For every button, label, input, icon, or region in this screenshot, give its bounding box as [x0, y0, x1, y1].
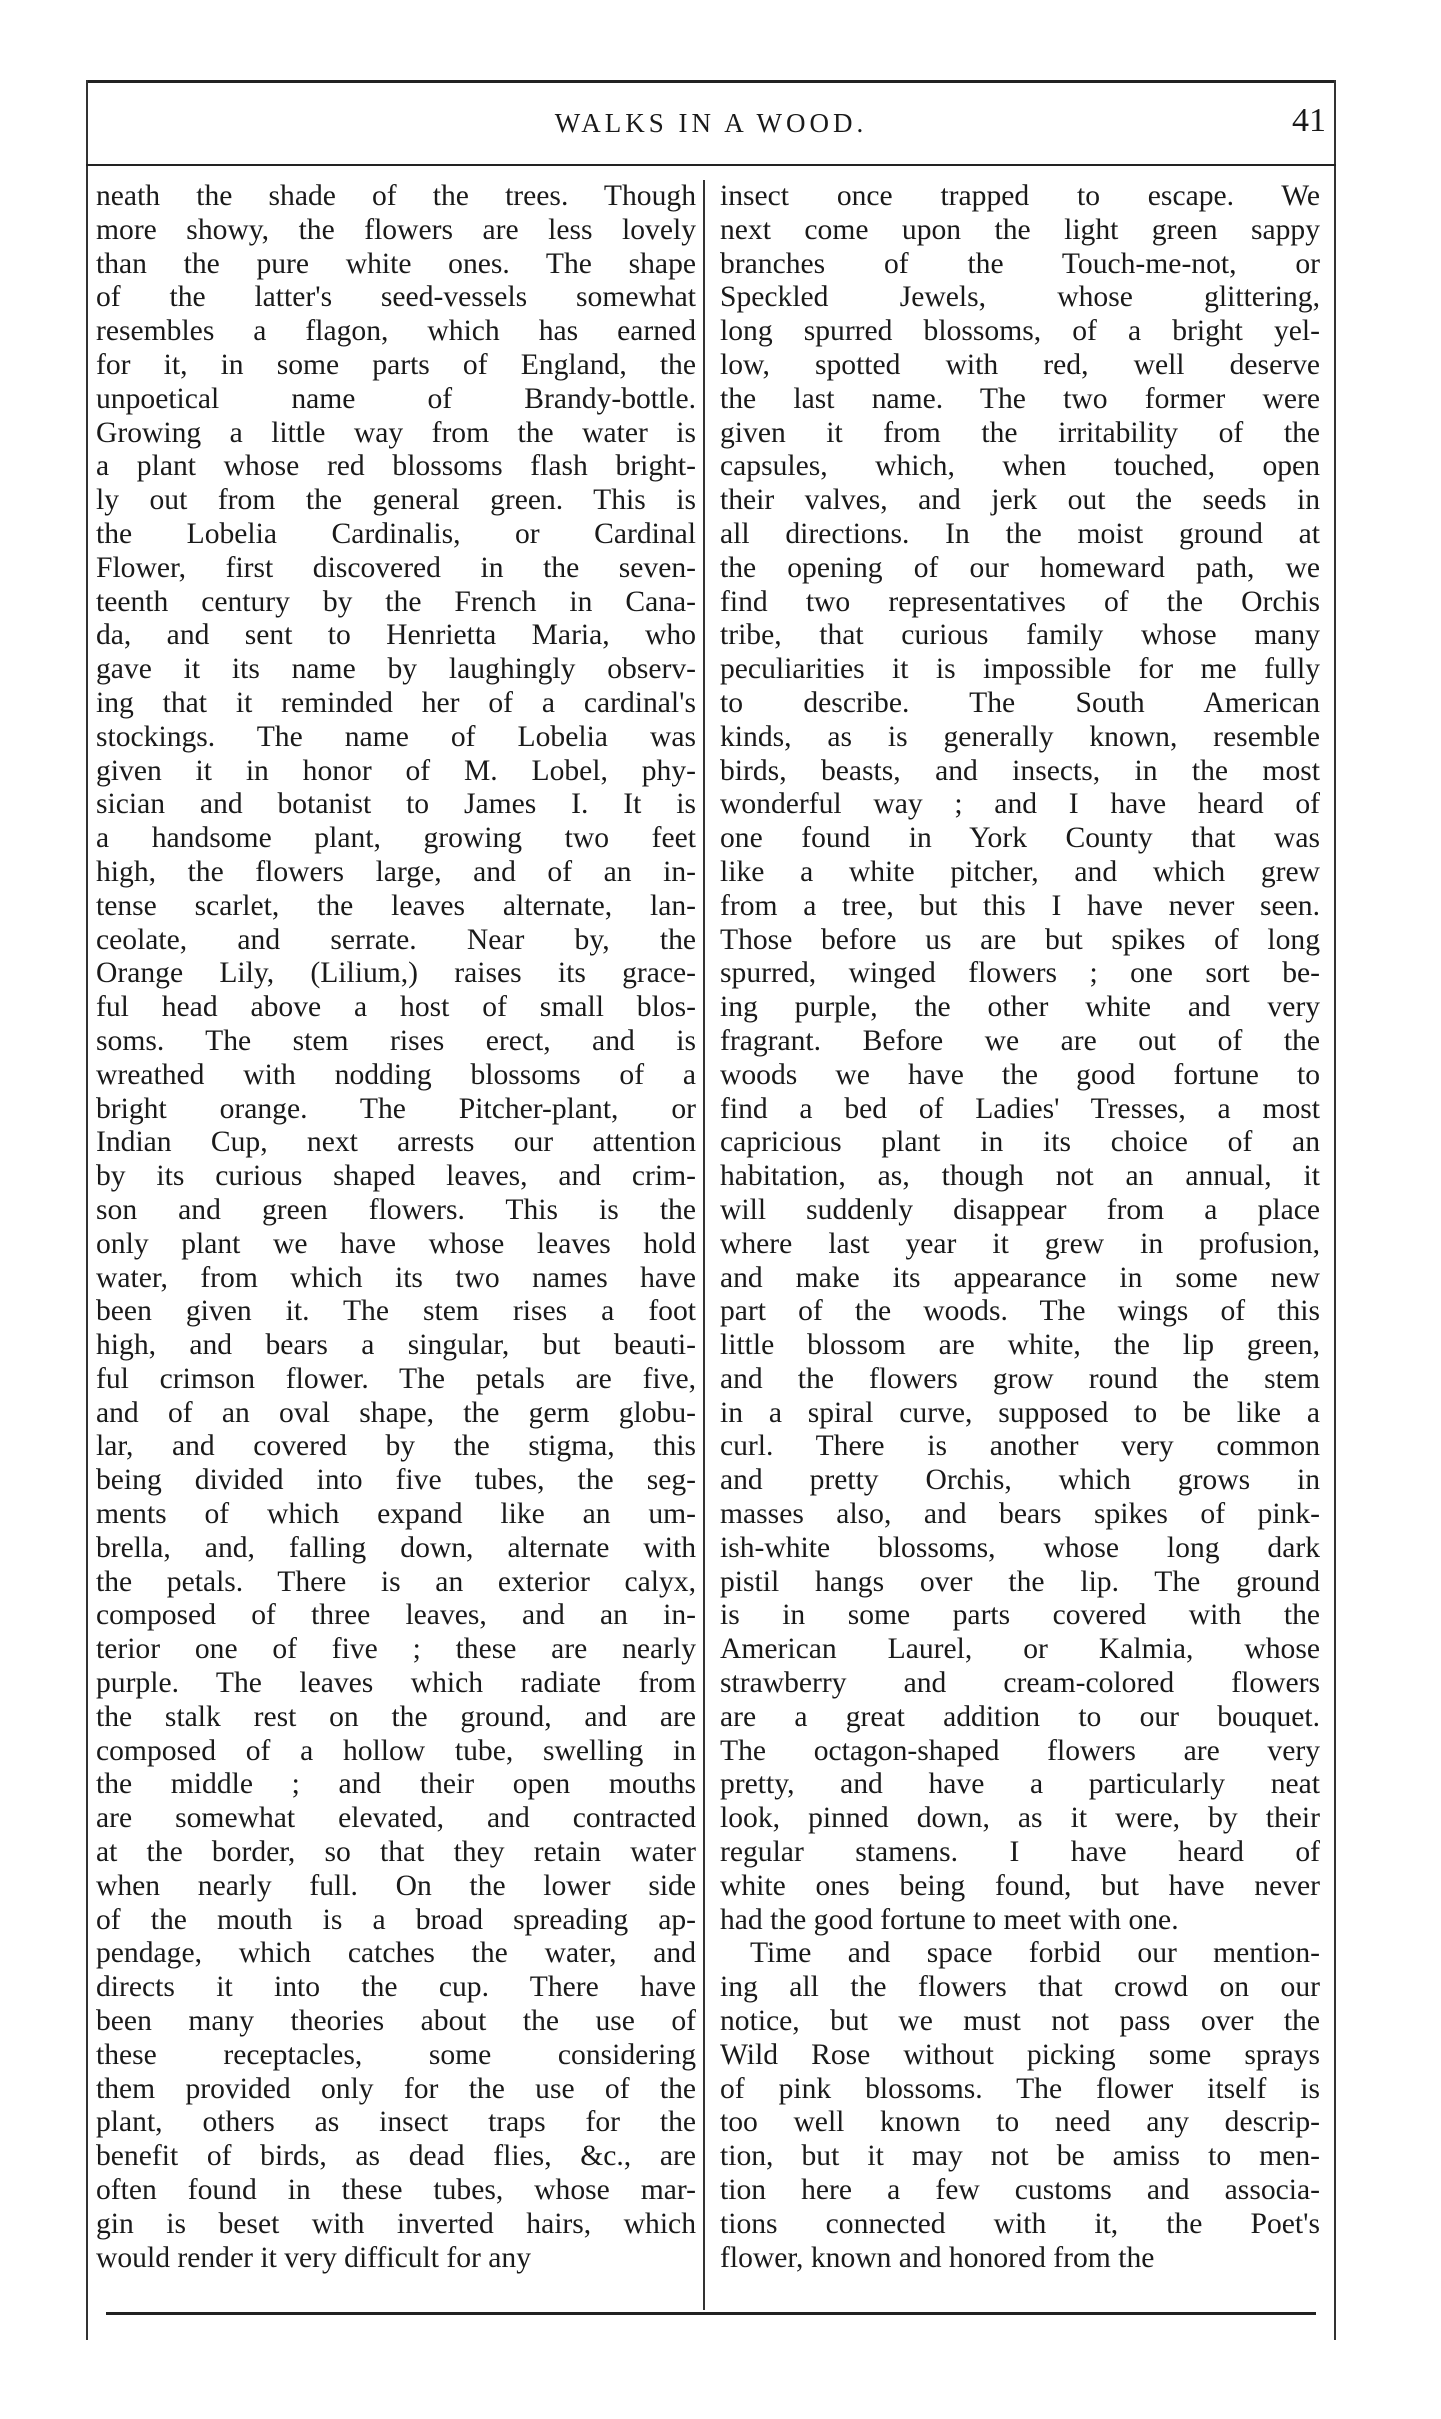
text-line: the opening of our homeward path, we — [720, 551, 1320, 584]
text-line: tense scarlet, the leaves alternate, lan- — [96, 889, 696, 922]
text-line: one found in York County that was — [720, 822, 1320, 855]
text-line: American Laurel, or Kalmia, whose — [720, 1633, 1320, 1666]
text-line: part of the woods. The wings of this — [720, 1295, 1320, 1328]
text-line: are somewhat elevated, and contracted — [96, 1802, 696, 1835]
text-line: gave it its name by laughingly observ- — [96, 653, 696, 686]
text-line: next come upon the light green sappy — [720, 213, 1320, 246]
text-line: been given it. The stem rises a foot — [96, 1295, 696, 1328]
text-line: Indian Cup, next arrests our attention — [96, 1126, 696, 1159]
text-line: of the mouth is a broad spreading ap- — [96, 1903, 696, 1936]
text-line: Those before us are but spikes of long — [720, 923, 1320, 956]
text-line: da, and sent to Henrietta Maria, who — [96, 619, 696, 652]
text-line: given it from the irritability of the — [720, 416, 1320, 449]
text-line: strawberry and cream-colored flowers — [720, 1667, 1320, 1700]
text-line: flower, known and honored from the — [720, 2241, 1155, 2274]
text-line: wonderful way ; and I have heard of — [720, 788, 1320, 821]
text-line: and pretty Orchis, which grows in — [720, 1464, 1320, 1497]
text-line: white ones being found, but have never — [720, 1869, 1320, 1902]
text-line: find a bed of Ladies' Tresses, a most — [720, 1092, 1320, 1125]
text-line: woods we have the good fortune to — [720, 1058, 1320, 1091]
text-line: look, pinned down, as it were, by their — [720, 1802, 1320, 1835]
text-line: lar, and covered by the stigma, this — [96, 1430, 696, 1463]
text-line: too well known to need any descrip- — [720, 2106, 1320, 2139]
text-line: The octagon-shaped flowers are very — [720, 1734, 1320, 1767]
text-line: the middle ; and their open mouths — [96, 1768, 696, 1801]
text-line: unpoetical name of Brandy-bottle. — [96, 382, 696, 415]
text-line: them provided only for the use of the — [96, 2072, 696, 2105]
text-line: pendage, which catches the water, and — [96, 1937, 696, 1970]
text-line: composed of a hollow tube, swelling in — [96, 1734, 696, 1767]
text-line: more showy, the flowers are less lovely — [96, 213, 696, 246]
text-line: regular stamens. I have heard of — [720, 1836, 1320, 1869]
text-line: and of an oval shape, the germ globu- — [96, 1396, 696, 1429]
text-line: of the latter's seed-vessels somewhat — [96, 281, 696, 314]
text-line: for it, in some parts of England, the — [96, 348, 696, 381]
text-line: ing all the flowers that crowd on our — [720, 1971, 1320, 2004]
text-line: ing purple, the other white and very — [720, 991, 1320, 1024]
text-line: ceolate, and serrate. Near by, the — [96, 923, 696, 956]
text-line: tribe, that curious family whose many — [720, 619, 1320, 652]
text-line: ments of which expand like an um- — [96, 1498, 696, 1531]
text-line: ful crimson flower. The petals are five, — [96, 1362, 696, 1395]
text-line: given it in honor of M. Lobel, phy- — [96, 754, 696, 787]
text-line: Growing a little way from the water is — [96, 416, 696, 449]
text-line: had the good fortune to meet with one. — [720, 1903, 1179, 1936]
text-line: neath the shade of the trees. Though — [96, 180, 696, 212]
text-line: water, from which its two names have — [96, 1261, 696, 1294]
bottom-rule — [106, 2312, 1316, 2315]
text-line: ing that it reminded her of a cardinal's — [96, 686, 696, 719]
text-line: teenth century by the French in Cana- — [96, 585, 696, 618]
text-line: Speckled Jewels, whose glittering, — [720, 281, 1320, 314]
text-line: at the border, so that they retain water — [96, 1836, 696, 1869]
text-line: low, spotted with red, well deserve — [720, 348, 1320, 381]
text-line: the last name. The two former were — [720, 382, 1320, 415]
text-line: kinds, as is generally known, resemble — [720, 720, 1320, 753]
text-line: Time and space forbid our mention- — [750, 1937, 1320, 1970]
top-rule — [86, 80, 1336, 83]
text-line: Flower, first discovered in the seven- — [96, 551, 696, 584]
text-line: tion, but it may not be amiss to men- — [720, 2140, 1320, 2173]
text-line: Orange Lily, (Lilium,) raises its grace- — [96, 957, 696, 990]
text-line: these receptacles, some considering — [96, 2038, 696, 2071]
text-line: brella, and, falling down, alternate with — [96, 1531, 696, 1564]
text-line: being divided into five tubes, the seg- — [96, 1464, 696, 1497]
text-line: composed of three leaves, and an in- — [96, 1599, 696, 1632]
text-line: to describe. The South American — [720, 686, 1320, 719]
text-line: bright orange. The Pitcher-plant, or — [96, 1092, 696, 1125]
text-line: branches of the Touch-me-not, or — [720, 247, 1320, 280]
text-line: insect once trapped to escape. We — [720, 180, 1320, 212]
text-line: when nearly full. On the lower side — [96, 1869, 696, 1902]
text-line: ful head above a host of small blos- — [96, 991, 696, 1024]
text-line: soms. The stem rises erect, and is — [96, 1024, 696, 1057]
text-line: from a tree, but this I have never seen. — [720, 889, 1320, 922]
text-line: where last year it grew in profusion, — [720, 1227, 1320, 1260]
text-line: stockings. The name of Lobelia was — [96, 720, 696, 753]
text-line: habitation, as, though not an annual, it — [720, 1160, 1320, 1193]
text-line: often found in these tubes, whose mar- — [96, 2174, 696, 2207]
text-line: long spurred blossoms, of a bright yel- — [720, 315, 1320, 348]
text-line: been many theories about the use of — [96, 2005, 696, 2038]
right-frame-line — [1334, 80, 1336, 2340]
text-line: capsules, which, when touched, open — [720, 450, 1320, 483]
text-line: the stalk rest on the ground, and are — [96, 1700, 696, 1733]
text-line: resembles a flagon, which has earned — [96, 315, 696, 348]
header-rule — [86, 164, 1336, 166]
text-line: little blossom are white, the lip green, — [720, 1329, 1320, 1362]
text-line: tions connected with it, the Poet's — [720, 2207, 1320, 2240]
text-line: a handsome plant, growing two feet — [96, 822, 696, 855]
text-line: a plant whose red blossoms flash bright- — [96, 450, 696, 483]
page-number: 41 — [1292, 102, 1326, 139]
left-frame-line — [86, 80, 88, 2340]
text-line: terior one of five ; these are nearly — [96, 1633, 696, 1666]
left-column — [96, 180, 696, 2275]
text-line: birds, beasts, and insects, in the most — [720, 754, 1320, 787]
text-line: in a spiral curve, supposed to be like a — [720, 1396, 1320, 1429]
text-line: son and green flowers. This is the — [96, 1193, 696, 1226]
right-column — [720, 180, 1320, 2275]
text-line: than the pure white ones. The shape — [96, 247, 696, 280]
text-line: all directions. In the moist ground at — [720, 517, 1320, 550]
text-line: Wild Rose without picking some sprays — [720, 2038, 1320, 2071]
text-line: directs it into the cup. There have — [96, 1971, 696, 2004]
text-line: peculiarities it is impossible for me fully — [720, 653, 1320, 686]
text-line: is in some parts covered with the — [720, 1599, 1320, 1632]
text-line: only plant we have whose leaves hold — [96, 1227, 696, 1260]
text-line: the petals. There is an exterior calyx, — [96, 1565, 696, 1598]
text-line: purple. The leaves which radiate from — [96, 1667, 696, 1700]
column-divider — [703, 180, 705, 2310]
text-line: pistil hangs over the lip. The ground — [720, 1565, 1320, 1598]
text-line: tion here a few customs and associa- — [720, 2174, 1320, 2207]
text-line: are a great addition to our bouquet. — [720, 1700, 1320, 1733]
text-line: plant, others as insect traps for the — [96, 2106, 696, 2139]
book-page — [86, 80, 1336, 2350]
text-line: their valves, and jerk out the seeds in — [720, 484, 1320, 517]
text-line: by its curious shaped leaves, and crim- — [96, 1160, 696, 1193]
running-head: WALKS IN A WOOD. — [554, 108, 868, 138]
text-line: benefit of birds, as dead flies, &c., are — [96, 2140, 696, 2173]
text-line: ly out from the general green. This is — [96, 484, 696, 517]
text-line: spurred, winged flowers ; one sort be- — [720, 957, 1320, 990]
text-line: pretty, and have a particularly neat — [720, 1768, 1320, 1801]
text-line: of pink blossoms. The flower itself is — [720, 2072, 1320, 2105]
text-line: high, and bears a singular, but beauti- — [96, 1329, 696, 1362]
text-line: like a white pitcher, and which grew — [720, 855, 1320, 888]
text-line: will suddenly disappear from a place — [720, 1193, 1320, 1226]
text-line: curl. There is another very common — [720, 1430, 1320, 1463]
text-line: gin is beset with inverted hairs, which — [96, 2207, 696, 2240]
text-line: capricious plant in its choice of an — [720, 1126, 1320, 1159]
text-line: and the flowers grow round the stem — [720, 1362, 1320, 1395]
text-line: find two representatives of the Orchis — [720, 585, 1320, 618]
text-line: and make its appearance in some new — [720, 1261, 1320, 1294]
text-line: masses also, and bears spikes of pink- — [720, 1498, 1320, 1531]
text-line: ish-white blossoms, whose long dark — [720, 1531, 1320, 1564]
text-line: would render it very difficult for any — [96, 2241, 532, 2274]
text-line: sician and botanist to James I. It is — [96, 788, 696, 821]
text-line: high, the flowers large, and of an in- — [96, 855, 696, 888]
text-line: wreathed with nodding blossoms of a — [96, 1058, 696, 1091]
text-line: notice, but we must not pass over the — [720, 2005, 1320, 2038]
text-line: fragrant. Before we are out of the — [720, 1024, 1320, 1057]
text-line: the Lobelia Cardinalis, or Cardinal — [96, 517, 696, 550]
